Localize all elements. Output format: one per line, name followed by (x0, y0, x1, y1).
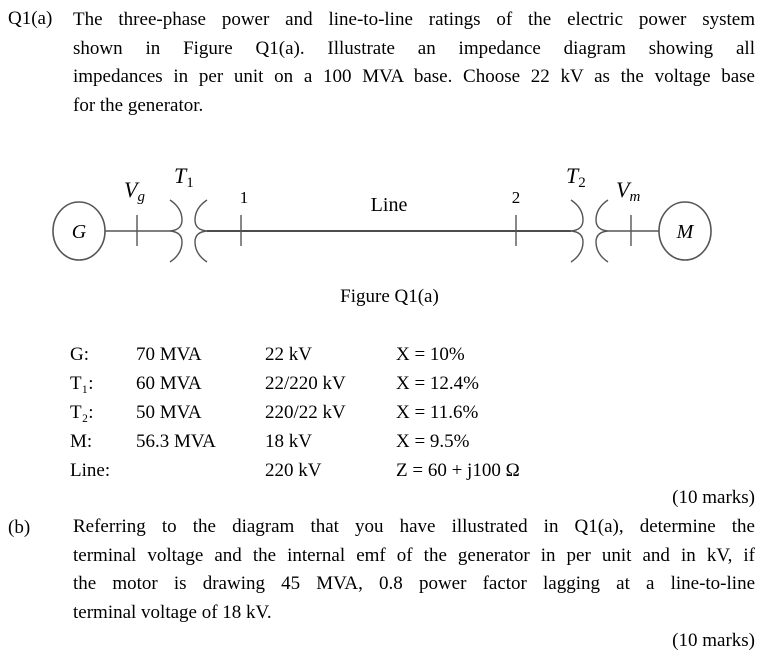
t2-primary-winding (571, 200, 583, 262)
motor-label: M (676, 221, 694, 243)
question-a-marks: (10 marks) (672, 487, 755, 508)
line-label: Line (370, 194, 408, 216)
component-name: T₂: (70, 401, 94, 423)
component-name: Line: (70, 459, 111, 481)
bus-2-label: 2 (511, 188, 521, 207)
question-b-label: (b) (8, 517, 31, 538)
t1-secondary-winding (195, 200, 207, 262)
question-a-line: for the generator. (73, 94, 204, 116)
impedance: Z = 60 + j100 Ω (396, 459, 520, 481)
t1-primary-winding (170, 200, 182, 262)
table-row (70, 456, 596, 485)
table-row (70, 341, 596, 370)
impedance: X = 9.5% (396, 430, 470, 452)
kv-rating: 220/22 kV (265, 401, 346, 423)
mva-rating: 70 MVA (136, 344, 202, 366)
figure-caption: Figure Q1(a) (340, 286, 439, 307)
impedance: X = 12.4% (396, 373, 480, 395)
vm-label: Vm (616, 177, 641, 205)
table-row (70, 399, 596, 428)
t2-secondary-winding (596, 200, 608, 262)
mva-rating: 50 MVA (136, 401, 202, 423)
component-name: M: (70, 430, 93, 452)
mva-rating: 60 MVA (136, 373, 202, 395)
question-a-text (73, 6, 755, 120)
t1-label: T1 (174, 163, 194, 191)
ratings-table (70, 341, 596, 485)
question-a-line: The three-phase power and line-to-line ratings of the electric power system (73, 9, 755, 30)
table-row (70, 370, 596, 399)
question-a-line: impedances in per unit on a 100 MVA base. Choose 22 kV as the voltage base (73, 66, 755, 87)
generator-label: G (71, 221, 87, 243)
vg-label: Vg (124, 177, 145, 205)
question-b-line: terminal voltage and the internal emf of the generator in per unit and in kV, if (73, 544, 755, 566)
bus-1-label: 1 (239, 188, 249, 207)
question-b-line: the motor is drawing 45 MVA, 0.8 power factor lagging at a line-to-line (73, 573, 755, 594)
question-b-line: Referring to the diagram that you have illustrated in Q1(a), determine the (73, 516, 755, 537)
one-line-diagram (0, 150, 779, 280)
impedance: X = 10% (396, 344, 465, 366)
kv-rating: 22/220 kV (265, 373, 346, 395)
question-b-marks: (10 marks) (672, 630, 755, 651)
component-name: G: (70, 344, 89, 366)
question-b-text (73, 513, 755, 627)
mva-rating (136, 456, 265, 485)
question-a-line: shown in Figure Q1(a). Illustrate an impedance diagram showing all (73, 37, 755, 59)
t2-label: T2 (566, 163, 586, 191)
kv-rating: 220 kV (265, 459, 322, 481)
question-b-line: terminal voltage of 18 kV. (73, 601, 272, 623)
mva-rating: 56.3 MVA (136, 430, 216, 452)
kv-rating: 18 kV (265, 430, 312, 452)
component-name: T₁: (70, 373, 94, 395)
impedance: X = 11.6% (396, 401, 479, 423)
question-a-label: Q1(a) (8, 8, 53, 29)
kv-rating: 22 kV (265, 344, 312, 366)
table-row (70, 427, 596, 456)
